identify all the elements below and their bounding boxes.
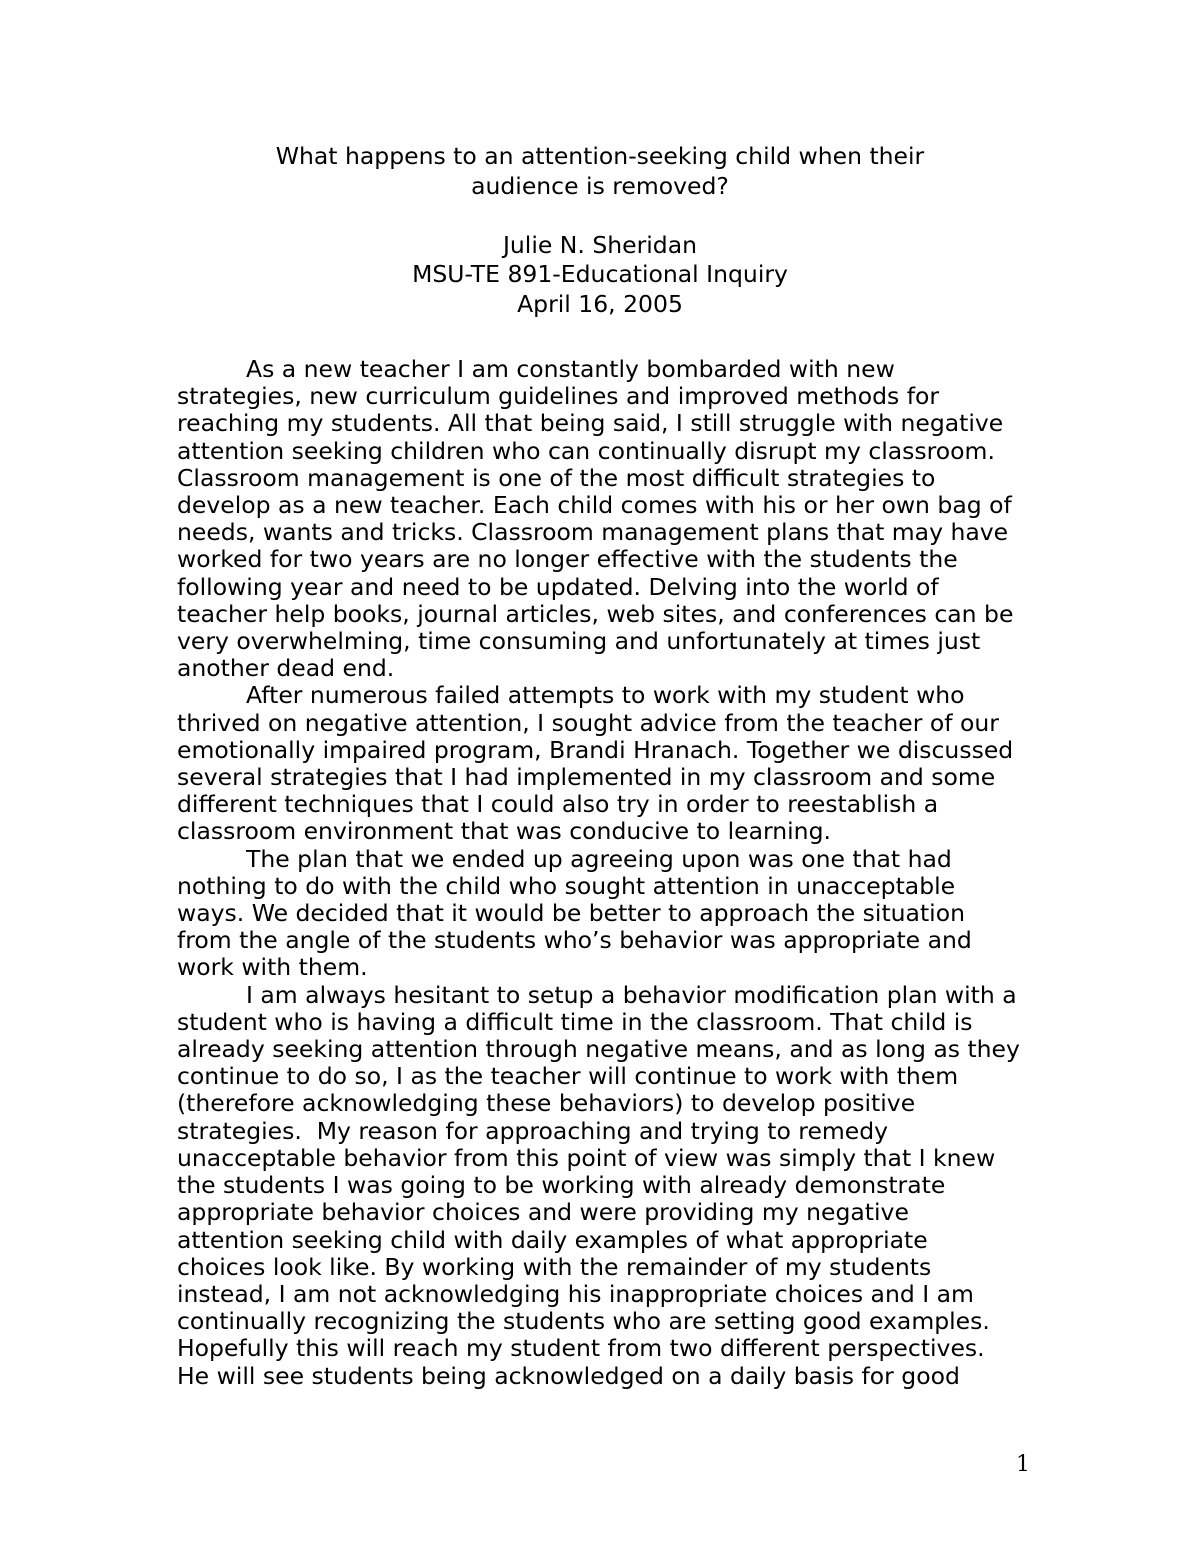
paragraph-line: He will see students being acknowledged on a daily basis for good bbox=[177, 1361, 960, 1390]
paragraph-line: very overwhelming, time consuming and unfortunately at times just bbox=[177, 627, 981, 656]
paragraph-line: instead, I am not acknowledging his inappropriate choices and I am bbox=[177, 1279, 974, 1308]
paragraph-line: different techniques that I could also try in order to reestablish a bbox=[177, 790, 939, 819]
paragraph-line: choices look like. By working with the remainder of my students bbox=[177, 1252, 932, 1281]
paragraph-line: (therefore acknowledging these behaviors) to develop positive bbox=[177, 1089, 916, 1118]
paragraph-line: following year and need to be updated. Delving into the world of bbox=[177, 572, 939, 601]
paragraph-line: strategies, new curriculum guidelines and improved methods for bbox=[177, 382, 940, 411]
paragraph-first-line: I am always hesitant to setup a behavior modification plan with a bbox=[246, 980, 1017, 1009]
paragraph-line: continually recognizing the students who are setting good examples. bbox=[177, 1307, 990, 1336]
author-name: Julie N. Sheridan bbox=[502, 230, 697, 259]
title-spacer bbox=[170, 201, 1030, 231]
paragraph-line: the students I was going to be working with already demonstrate bbox=[177, 1171, 946, 1200]
paragraph-line: thrived on negative attention, I sought advice from the teacher of our bbox=[177, 708, 999, 737]
paragraph-line: another dead end. bbox=[177, 654, 395, 683]
paragraph-line: work with them. bbox=[177, 953, 368, 982]
paragraph-line: continue to do so, I as the teacher will continue to work with them bbox=[177, 1062, 959, 1091]
paragraph-line: attention seeking children who can continually disrupt my classroom. bbox=[177, 436, 995, 465]
paragraph-line: Classroom management is one of the most difficult strategies to bbox=[177, 463, 936, 492]
paragraph-line: teacher help books, journal articles, web sites, and conferences can be bbox=[177, 599, 1014, 628]
paragraph-line: attention seeking child with daily examples of what appropriate bbox=[177, 1225, 928, 1254]
paragraph-first-line: The plan that we ended up agreeing upon was one that had bbox=[246, 844, 952, 873]
paragraph-line: appropriate behavior choices and were providing my negative bbox=[177, 1198, 909, 1227]
paragraph-line: nothing to do with the child who sought attention in unacceptable bbox=[177, 871, 956, 900]
paragraph-line: several strategies that I had implemented in my classroom and some bbox=[177, 763, 996, 792]
paragraph-line: needs, wants and tricks. Classroom management plans that may have bbox=[177, 518, 1009, 547]
paragraph-line: already seeking attention through negative means, and as long as they bbox=[177, 1035, 1020, 1064]
title-block bbox=[170, 142, 1030, 319]
body-text bbox=[177, 356, 1037, 1390]
paragraph-line: emotionally impaired program, Brandi Hranach. Together we discussed bbox=[177, 735, 1014, 764]
paragraph-line: student who is having a difficult time in the classroom. That child is bbox=[177, 1007, 973, 1036]
course-name: MSU-TE 891-Educational Inquiry bbox=[412, 260, 788, 288]
paragraph-line: classroom environment that was conducive to learning. bbox=[177, 817, 831, 846]
title-line: What happens to an attention-seeking child when their bbox=[275, 142, 925, 170]
paragraph-first-line: As a new teacher I am constantly bombarded with new bbox=[246, 355, 895, 383]
paragraph-line: unacceptable behavior from this point of view was simply that I knew bbox=[177, 1143, 996, 1172]
page-number: 1 bbox=[1016, 1452, 1030, 1477]
paragraph-line: Hopefully this will reach my student from two different perspectives. bbox=[177, 1334, 985, 1363]
paragraph-line: ways. We decided that it would be better to approach the situation bbox=[177, 899, 965, 928]
paragraph-line: from the angle of the students who’s behavior was appropriate and bbox=[177, 926, 972, 955]
title-line: audience is removed? bbox=[471, 171, 729, 200]
paragraph-line: reaching my students. All that being said, I still struggle with negative bbox=[177, 409, 1004, 438]
paragraph-line: develop as a new teacher. Each child comes with his or her own bag of bbox=[177, 491, 1012, 520]
paragraph-first-line: After numerous failed attempts to work with my student who bbox=[246, 681, 965, 710]
document-date: April 16, 2005 bbox=[517, 289, 683, 318]
paragraph-line: strategies. My reason for approaching and trying to remedy bbox=[177, 1116, 889, 1145]
paragraph-line: worked for two years are no longer effective with the students the bbox=[177, 545, 958, 574]
